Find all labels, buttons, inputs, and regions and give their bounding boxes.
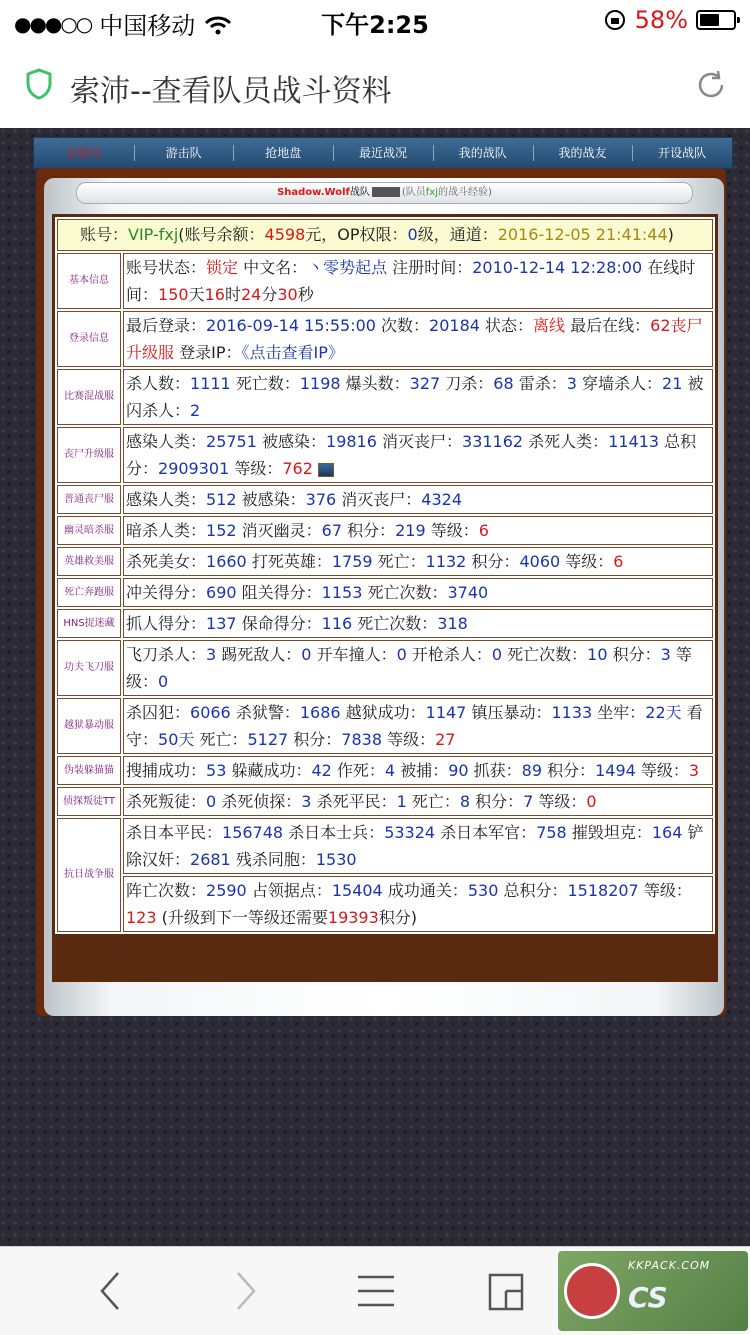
rank-badge-icon: [318, 463, 334, 477]
back-icon[interactable]: [90, 1269, 134, 1313]
team-name[interactable]: Shadow.Wolf: [277, 187, 350, 198]
nav-item-guerrilla[interactable]: 游击队: [134, 138, 234, 168]
view-ip-link[interactable]: 《点击查看IP》: [241, 343, 344, 362]
nav-item-my-team[interactable]: 我的战队: [433, 138, 533, 168]
table-row: 登录信息 最后登录：2016-09-14 15:55:00 次数：20184 状态：离线 最后在线：62丧尸升级服 登录IP：《点击查看IP》: [57, 311, 713, 367]
row-label: 伪装躲猫猫: [57, 756, 121, 785]
nav-item-create-team[interactable]: 开设战队: [632, 138, 732, 168]
forward-icon[interactable]: [222, 1269, 266, 1313]
status-bar: [0, 0, 750, 40]
battery-percent: 58%: [634, 6, 688, 34]
watermark-logo: KKPACK.COM CS: [558, 1251, 748, 1331]
account-row: 账号：VIP-fxj(账号余额：4598元，OP权限：0级，通道：2016-12-05 21:41:44): [57, 219, 713, 251]
row-label: 英雄救美服: [57, 547, 121, 576]
stats-panel: [44, 178, 724, 1016]
nav-item-territory[interactable]: 抢地盘: [233, 138, 333, 168]
rotation-lock-icon: [605, 10, 625, 30]
table-row: 死亡奔跑服 冲关得分：690 阻关得分：1153 死亡次数：3740: [57, 578, 713, 607]
row-label: HNS捉迷藏: [57, 609, 121, 638]
signal-icon: ●●●○○: [14, 11, 92, 36]
account-name: VIP-fxj: [128, 225, 179, 244]
row-label: 侦探叛徒TT: [57, 787, 121, 816]
battery-icon: [696, 10, 736, 30]
table-row: 阵亡次数：2590 占领据点：15404 成功通关：530 总积分：1518207 等级：123 (升级到下一等级还需要19393积分): [57, 876, 713, 932]
table-row: 比赛混战服 杀人数：1111 死亡数：1198 爆头数：327 刀杀：68 雷杀：3 穿墙杀人：21 被闪杀人：2: [57, 369, 713, 425]
page-title: 索沛--查看队员战斗资料: [70, 74, 392, 109]
redacted-block: [372, 187, 400, 197]
table-row: 伪装躲猫猫 搜捕成功：53 躲藏成功：42 作死：4 被捕：90 抓获：89 积分：1494 等级：3: [57, 756, 713, 785]
reload-icon[interactable]: [694, 68, 728, 102]
web-content: [0, 128, 750, 1246]
table-row: 丧尸升级服 感染人类：25751 被感染：19816 消灭丧尸：331162 杀死人类：11413 总积分：2909301 等级：762: [57, 427, 713, 483]
table-row: 英雄救美服 杀死美女：1660 打死英雄：1759 死亡：1132 积分：4060 等级：6: [57, 547, 713, 576]
nav-item-0[interactable]: 正版号: [65, 146, 102, 160]
menu-icon[interactable]: [354, 1269, 398, 1313]
row-label: 越狱暴动服: [57, 698, 121, 754]
browser-toolbar: [0, 1246, 750, 1335]
row-label: 基本信息: [57, 253, 121, 309]
table-row: 幽灵暗杀服 暗杀人类：152 消灭幽灵：67 积分：219 等级：6: [57, 516, 713, 545]
top-nav: [33, 137, 733, 169]
row-label: 功夫飞刀服: [57, 640, 121, 696]
table-row: HNS捉迷藏 抓人得分：137 保命得分：116 死亡次数：318: [57, 609, 713, 638]
table-row: 功夫飞刀服 飞刀杀人：3 踢死敌人：0 开车撞人：0 开枪杀人：0 死亡次数：10 积分：3 等级：0: [57, 640, 713, 696]
account-balance: 4598: [264, 225, 306, 244]
table-row: 侦探叛徒TT 杀死叛徒：0 杀死侦探：3 杀死平民：1 死亡：8 积分：7 等级：0: [57, 787, 713, 816]
account-datetime: 2016-12-05 21:41:44: [497, 225, 668, 244]
stats-table-wrap: [52, 214, 718, 982]
row-label: 登录信息: [57, 311, 121, 367]
row-label: 比赛混战服: [57, 369, 121, 425]
stats-table: [55, 217, 715, 934]
clock: 下午2:25: [321, 11, 429, 39]
row-label: 丧尸升级服: [57, 427, 121, 483]
row-label: 死亡奔跑服: [57, 578, 121, 607]
table-row: 越狱暴动服 杀囚犯：6066 杀狱警：1686 越狱成功：1147 镇压暴动：1133 坐牢：22天 看守：50天 死亡：5127 积分：7838 等级：27: [57, 698, 713, 754]
carrier: 中国移动: [99, 12, 196, 40]
nav-item-my-friends[interactable]: 我的战友: [533, 138, 633, 168]
content-frame: [36, 168, 726, 1016]
row-label: 普通丧尸服: [57, 485, 121, 514]
table-row: 抗日战争服 杀日本平民：156748 杀日本士兵：53324 杀日本军官：758 摧毁坦克：164 铲除汉奸：2681 残杀同胞：1530: [57, 818, 713, 874]
browser-address-bar[interactable]: [0, 40, 750, 129]
nav-item-recent[interactable]: 最近战况: [333, 138, 433, 168]
tabs-icon[interactable]: [486, 1269, 530, 1313]
row-label: 抗日战争服: [57, 818, 121, 932]
table-row: 普通丧尸服 感染人类：512 被感染：376 消灭丧尸：4324: [57, 485, 713, 514]
panel-title: Shadow.Wolf战队 (队员fxj的战斗经验): [76, 182, 693, 204]
row-label: 幽灵暗杀服: [57, 516, 121, 545]
security-shield-icon: [26, 68, 52, 100]
table-row: 基本信息 账号状态：锁定 中文名：丶零势起点 注册时间：2010-12-14 12:28:00 在线时间：150天16时24分30秒: [57, 253, 713, 309]
